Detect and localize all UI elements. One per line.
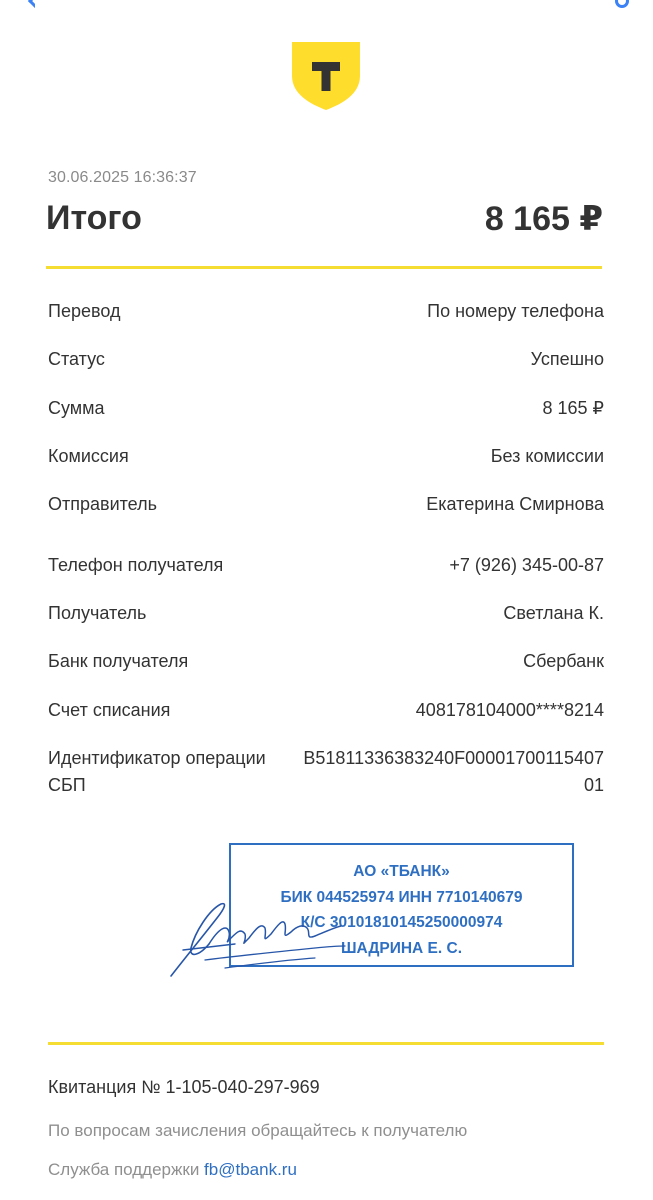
detail-label: Статус [48,349,105,369]
detail-label: Сумма [48,398,105,418]
detail-value: Успешно [530,349,604,369]
detail-label: Счет списания [48,700,171,720]
bottom-divider [48,1042,604,1045]
detail-value: Без комиссии [490,446,604,466]
detail-value: +7 (926) 345-00-87 [449,555,604,575]
detail-label: Телефон получателя [48,555,224,575]
handwritten-signature [165,888,355,988]
detail-value: По номеру телефона [427,301,604,321]
detail-value: 8 165 ₽ [542,398,604,418]
support-line [48,1160,297,1180]
detail-label: Получатель [48,603,147,623]
stamp-signatory: ШАДРИНА Е. С. [340,939,462,957]
total-amount: 8 165 ₽ [484,200,603,238]
total-label: Итого [46,199,142,237]
detail-label: Перевод [48,301,121,321]
detail-value: Сбербанк [523,651,604,671]
detail-value: 408178104000****8214 [415,700,604,720]
receipt-number: Квитанция № 1-105-040-297-969 [48,1077,320,1097]
detail-value: Екатерина Смирнова [426,494,604,514]
support-email-link[interactable]: fb@tbank.ru [204,1160,297,1179]
detail-label: Комиссия [48,446,129,466]
back-icon[interactable] [28,0,42,8]
detail-value: Светлана К. [503,603,604,623]
transaction-datetime: 30.06.2025 16:36:37 [48,169,197,186]
detail-label: Банк получателя [48,651,189,671]
detail-label: Идентификатор операции СБП [48,748,266,795]
detail-label: Отправитель [48,494,157,514]
stamp-bank-name: АО «ТБАНК» [353,863,450,880]
tbank-logo-icon [292,42,360,110]
share-icon[interactable] [615,0,629,8]
recipient-contact-note: По вопросам зачисления обращайтесь к получателю [48,1121,468,1140]
detail-value: B51811336383240F0000170011540701 [303,748,604,795]
stamp-bik-inn: БИК 044525974 ИНН 7710140679 [280,888,523,906]
support-label: Служба поддержки [48,1160,205,1179]
top-divider [46,266,602,269]
stamp-correspondent-account: К/С 30101810145250000974 [300,914,503,931]
